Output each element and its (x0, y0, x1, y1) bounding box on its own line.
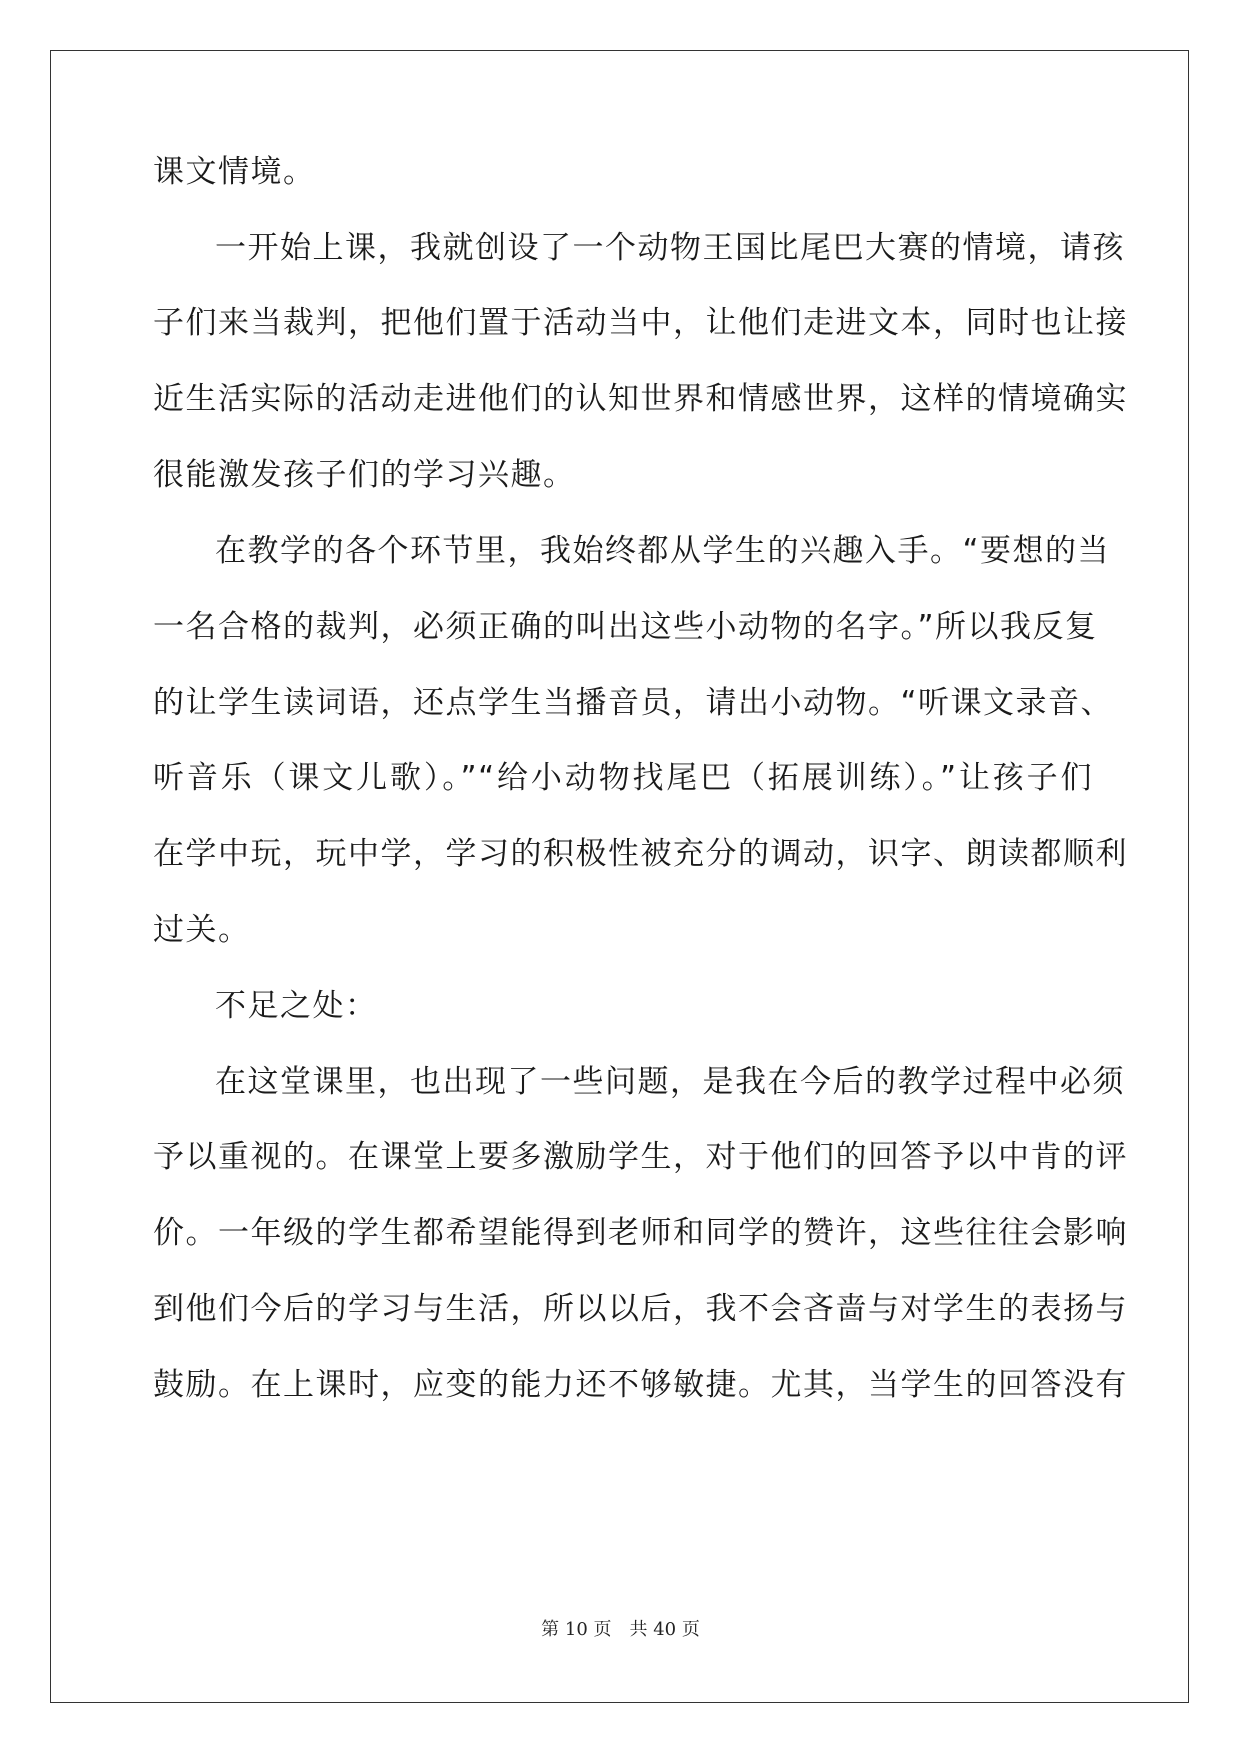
text-line-9: 听音乐（课文儿歌）。”“给小动物找尾巴（拓展训练）。”让孩子们 (153, 760, 1093, 796)
text-line-2: 一开始上课，我就创设了一个动物王国比尾巴大赛的情境，请孩 (215, 230, 1125, 266)
page-frame (50, 50, 1189, 1703)
text-line-14: 予以重视的。在课堂上要多激励学生，对于他们的回答予以中肯的评 (153, 1139, 1128, 1175)
text-line-5: 很能激发孩子们的学习兴趣。 (153, 457, 576, 493)
text-line-4: 近生活实际的活动走进他们的认知世界和情感世界，这样的情境确实 (153, 381, 1128, 417)
text-line-17: 鼓励。在上课时，应变的能力还不够敏捷。尤其，当学生的回答没有 (153, 1367, 1128, 1403)
text-line-13: 在这堂课里，也出现了一些问题，是我在今后的教学过程中必须 (215, 1064, 1125, 1100)
text-line-15: 价。一年级的学生都希望能得到老师和同学的赞许，这些往往会影响 (153, 1215, 1128, 1251)
text-line-11: 过关。 (153, 912, 251, 948)
text-line-7: 一名合格的裁判，必须正确的叫出这些小动物的名字。”所以我反复 (153, 609, 1098, 645)
text-line-1: 课文情境。 (153, 154, 316, 190)
text-line-10: 在学中玩，玩中学，学习的积极性被充分的调动，识字、朗读都顺利 (153, 836, 1128, 872)
text-line-12: 不足之处： (215, 988, 378, 1024)
text-line-6: 在教学的各个环节里，我始终都从学生的兴趣入手。“要想的当 (215, 533, 1111, 569)
text-line-16: 到他们今后的学习与生活，所以以后，我不会吝啬与对学生的表扬与 (153, 1291, 1128, 1327)
page-number: 第 10 页 共 40 页 (541, 1619, 700, 1640)
text-line-8: 的让学生读词语，还点学生当播音员，请出小动物。“听课文录音、 (153, 685, 1114, 721)
text-line-3: 子们来当裁判，把他们置于活动当中，让他们走进文本，同时也让接 (153, 305, 1128, 341)
